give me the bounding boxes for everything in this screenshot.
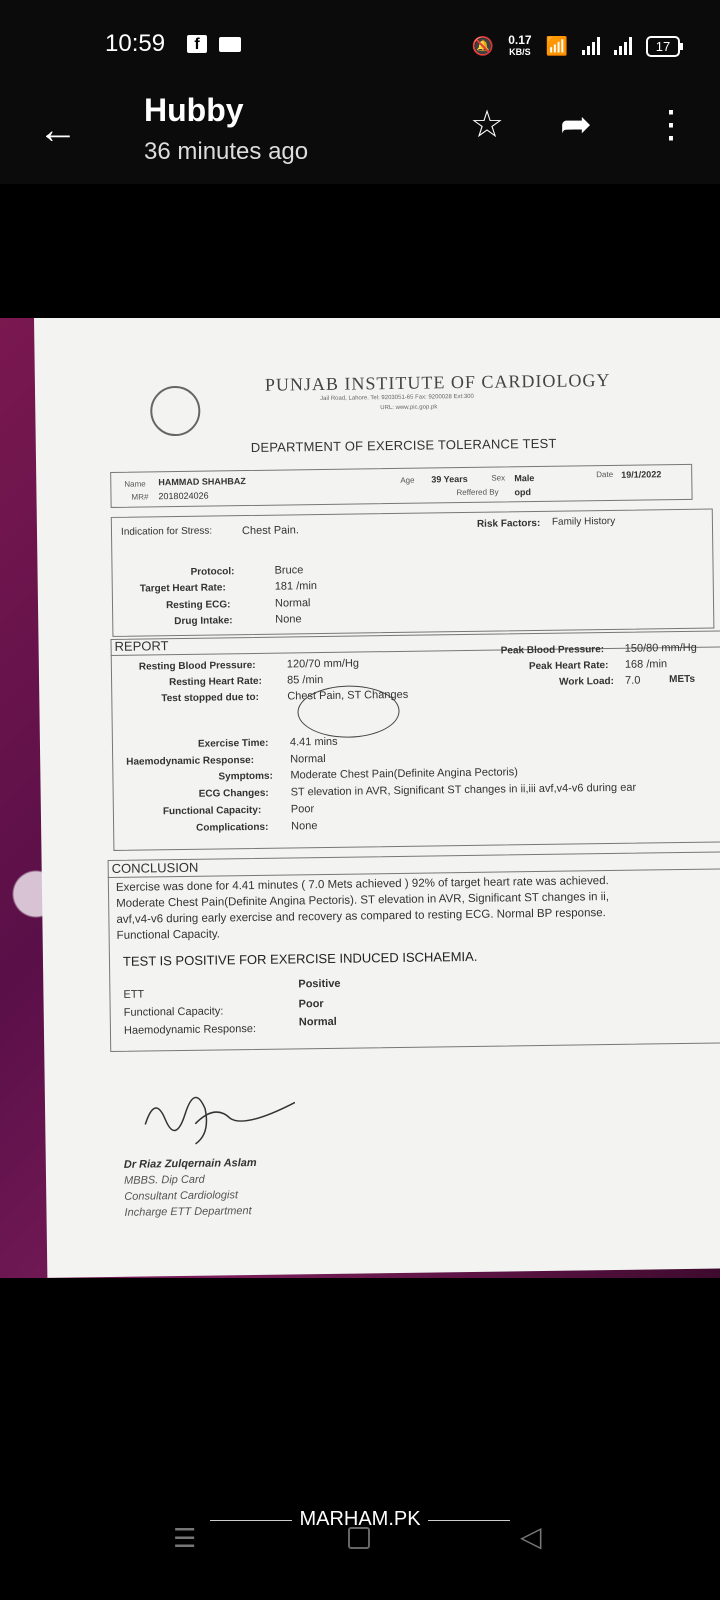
conclusion-line-3: avf,v4-v6 during early exercise and recovery as compared to resting ECG. Normal BP response. (116, 907, 606, 926)
patient-name: HAMMAD SHAHBAZ (158, 476, 246, 488)
mr-number: 2018024026 (158, 490, 209, 502)
doctor-title: Consultant Cardiologist (124, 1189, 239, 1203)
risk-label: Risk Factors: (476, 517, 541, 530)
protocol-label: Protocol: (190, 566, 235, 578)
doctor-role: Incharge ETT Department (124, 1205, 252, 1219)
signature (135, 1072, 296, 1154)
workload-value: 7.0 (625, 674, 641, 687)
star-icon[interactable]: ☆ (470, 104, 505, 146)
resting-hr-value: 85 /min (287, 673, 324, 687)
conclusion-line-2: Moderate Chest Pain(Definite Angina Pectoris). ST elevation in AVR, Significant ST changes in ii, (116, 891, 610, 910)
referred-label: Reffered By (456, 487, 499, 498)
conc-haemo-value: Normal (298, 1015, 337, 1029)
comp-value: None (291, 820, 318, 833)
app-bar (0, 92, 720, 184)
protocol-value: Bruce (274, 564, 304, 577)
report-heading: REPORT (114, 638, 169, 654)
institute-url: URL: www.pic.gop.pk (380, 404, 438, 412)
workload-label: Work Load: (559, 675, 615, 688)
mute-vibrate-icon: 🔕 (471, 35, 495, 56)
resting-bp-value: 120/70 mm/Hg (286, 657, 360, 671)
func-value: Poor (290, 803, 315, 816)
resting-ecg-value: Normal (274, 597, 311, 610)
resting-ecg-label: Resting ECG: (165, 599, 231, 612)
conclusion-result: TEST IS POSITIVE FOR EXERCISE INDUCED ISCHAEMIA. (122, 948, 478, 969)
peak-hr-label: Peak Heart Rate: (528, 660, 609, 673)
chat-title: Hubby (144, 92, 244, 128)
doctor-degree: MBBS. Dip Card (123, 1173, 205, 1187)
ecg-value: ST elevation in AVR, Significant ST changes in ii,iii avf,v4-v6 during ear (290, 781, 637, 799)
haemo-value: Normal (290, 752, 326, 766)
drug-value: None (275, 613, 302, 626)
target-hr-value: 181 /min (274, 580, 318, 593)
back-triangle-icon[interactable]: ◁ (520, 1521, 542, 1552)
institute-name: PUNJAB INSTITUTE OF CARDIOLOGY (264, 369, 611, 395)
photo-viewer[interactable] (0, 318, 720, 1278)
wifi-icon: 📶 (545, 35, 568, 56)
mr-label: MR# (131, 492, 149, 502)
func-label: Functional Capacity: (162, 804, 262, 818)
symptoms-value: Moderate Chest Pain(Definite Angina Pectoris) (290, 766, 518, 782)
exercise-time-value: 4.41 mins (289, 735, 338, 749)
share-icon[interactable]: ➦ (560, 104, 592, 146)
stopped-value: Chest Pain, ST Changes (287, 688, 409, 703)
institute-logo-icon (150, 386, 201, 437)
comp-label: Complications: (196, 821, 269, 834)
report-document (34, 318, 720, 1278)
signal-icon-1 (582, 37, 600, 55)
peak-hr-value: 168 /min (624, 658, 668, 671)
net-speed-unit: KB/S (509, 47, 531, 57)
name-label: Name (124, 479, 146, 489)
status-right-icons (472, 26, 680, 66)
signal-icon-2 (614, 37, 632, 55)
conc-func-label: Functional Capacity: (123, 1005, 224, 1019)
institute-address: Jail Road, Lahore. Tel: 9203051-65 Fax: 9200028 Ext:300 (320, 393, 474, 403)
target-hr-label: Target Heart Rate: (139, 582, 226, 595)
indication-value: Chest Pain. (241, 524, 299, 538)
status-time: 10:59 (105, 30, 166, 57)
peak-bp-label: Peak Blood Pressure: (500, 644, 605, 657)
patient-sex: Male (514, 473, 535, 484)
watermark: MARHAM.PK (210, 1508, 510, 1531)
conc-func-value: Poor (298, 998, 324, 1011)
risk-value: Family History (551, 515, 616, 528)
indication-label: Indication for Stress: (120, 525, 213, 538)
exercise-time-label: Exercise Time: (197, 737, 269, 750)
menu-icon[interactable]: ☰ (173, 1523, 197, 1553)
net-speed-value: 0.17 (508, 33, 532, 47)
report-date: 19/1/2022 (621, 469, 662, 480)
drug-label: Drug Intake: (174, 615, 233, 628)
battery-icon: 17 (646, 36, 680, 57)
conclusion-heading: CONCLUSION (111, 859, 199, 876)
sex-label: Sex (491, 473, 506, 483)
symptoms-label: Symptoms: (218, 770, 273, 783)
conc-haemo-label: Haemodynamic Response: (123, 1022, 257, 1037)
patient-age: 39 Years (431, 473, 468, 485)
haemo-label: Haemodynamic Response: (126, 754, 255, 768)
navigation-bar (0, 1500, 720, 1600)
stopped-label: Test stopped due to: (161, 691, 259, 705)
mail-icon (219, 37, 241, 52)
conclusion-line-1: Exercise was done for 4.41 minutes ( 7.0 Mets achieved ) 92% of target heart rate was achieved. (115, 875, 609, 894)
workload-unit: METs (669, 673, 696, 686)
back-arrow-icon[interactable]: ← (38, 108, 78, 152)
ecg-label: ECG Changes: (198, 787, 269, 800)
referred-by: opd (514, 487, 532, 498)
more-vertical-icon[interactable]: ⋮ (652, 104, 690, 146)
status-bar (0, 0, 720, 92)
ett-label: ETT (123, 988, 145, 1001)
resting-hr-label: Resting Heart Rate: (169, 675, 262, 689)
facebook-icon: f (187, 35, 207, 53)
conclusion-line-4: Functional Capacity. (116, 928, 221, 942)
ett-value: Positive (298, 977, 341, 991)
chat-subtitle: 36 minutes ago (144, 138, 309, 165)
resting-bp-label: Resting Blood Pressure: (138, 659, 256, 673)
doctor-name: Dr Riaz Zulqernain Aslam (123, 1156, 257, 1171)
date-label: Date (596, 469, 614, 480)
net-speed (508, 34, 531, 58)
department-title: DEPARTMENT OF EXERCISE TOLERANCE TEST (250, 435, 557, 455)
age-label: Age (400, 475, 415, 485)
peak-bp-value: 150/80 mm/Hg (624, 641, 697, 655)
